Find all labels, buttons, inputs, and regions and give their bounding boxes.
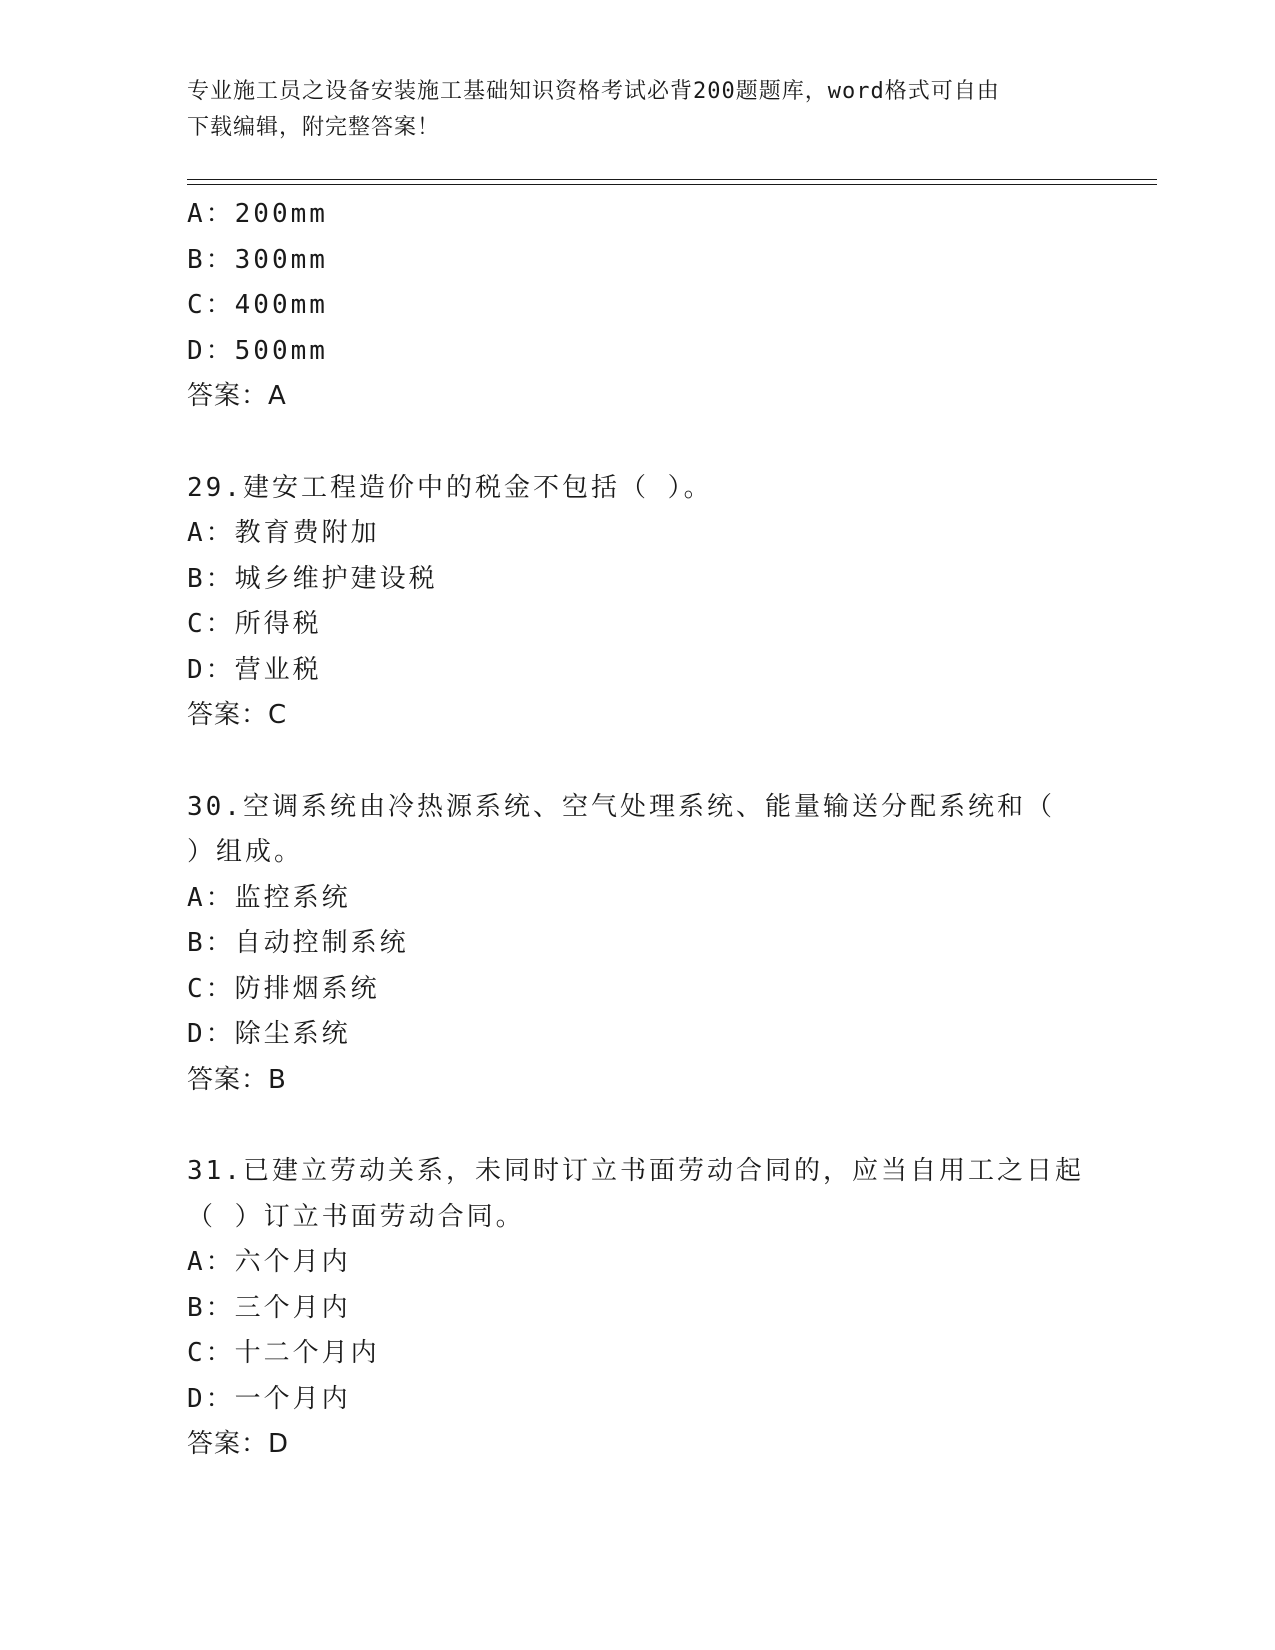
question-30 bbox=[187, 785, 1087, 1104]
option-c: C：十二个月内 bbox=[187, 1338, 380, 1368]
option-d: D：500mm bbox=[187, 335, 328, 366]
answer-line: 答案：C bbox=[187, 700, 288, 730]
header-divider-top bbox=[187, 179, 1157, 180]
partial-question bbox=[187, 192, 1087, 420]
question-list bbox=[187, 192, 1087, 1468]
option-a: A：监控系统 bbox=[187, 882, 351, 913]
answer-line: 答案：A bbox=[187, 381, 287, 411]
option-b: B：300mm bbox=[187, 244, 328, 275]
option-a: A：教育费附加 bbox=[187, 518, 380, 548]
question-stem-line-2: （ ）订立书面劳动合同。 bbox=[187, 1201, 525, 1232]
question-29 bbox=[187, 466, 1087, 739]
option-c: C：所得税 bbox=[187, 609, 322, 639]
option-b: B：自动控制系统 bbox=[187, 928, 409, 958]
option-c: C：防排烟系统 bbox=[187, 973, 380, 1004]
option-a: A：200mm bbox=[187, 199, 328, 229]
option-a: A：六个月内 bbox=[187, 1247, 351, 1277]
document-header bbox=[187, 74, 1087, 146]
option-b: B：三个月内 bbox=[187, 1292, 351, 1323]
header-line-1: 专业施工员之设备安装施工基础知识资格考试必背200题题库，word格式可自由 bbox=[187, 79, 1000, 104]
option-d: D：营业税 bbox=[187, 654, 322, 685]
question-31 bbox=[187, 1149, 1087, 1468]
option-c: C：400mm bbox=[187, 290, 328, 320]
header-divider-bottom bbox=[187, 184, 1157, 185]
option-d: D：除尘系统 bbox=[187, 1019, 351, 1049]
question-stem-line-1: 30.空调系统由冷热源系统、空气处理系统、能量输送分配系统和（ bbox=[187, 791, 1055, 822]
answer-line: 答案：B bbox=[187, 1064, 287, 1095]
question-stem: 29.建安工程造价中的税金不包括（ ）。 bbox=[187, 472, 713, 503]
option-d: D：一个月内 bbox=[187, 1383, 351, 1414]
header-line-2: 下载编辑，附完整答案！ bbox=[187, 115, 441, 140]
question-stem-line-1: 31.已建立劳动关系，未同时订立书面劳动合同的，应当自用工之日起 bbox=[187, 1156, 1084, 1186]
question-stem-line-2: ）组成。 bbox=[187, 837, 304, 867]
answer-line: 答案：D bbox=[187, 1429, 290, 1459]
option-b: B：城乡维护建设税 bbox=[187, 563, 438, 594]
